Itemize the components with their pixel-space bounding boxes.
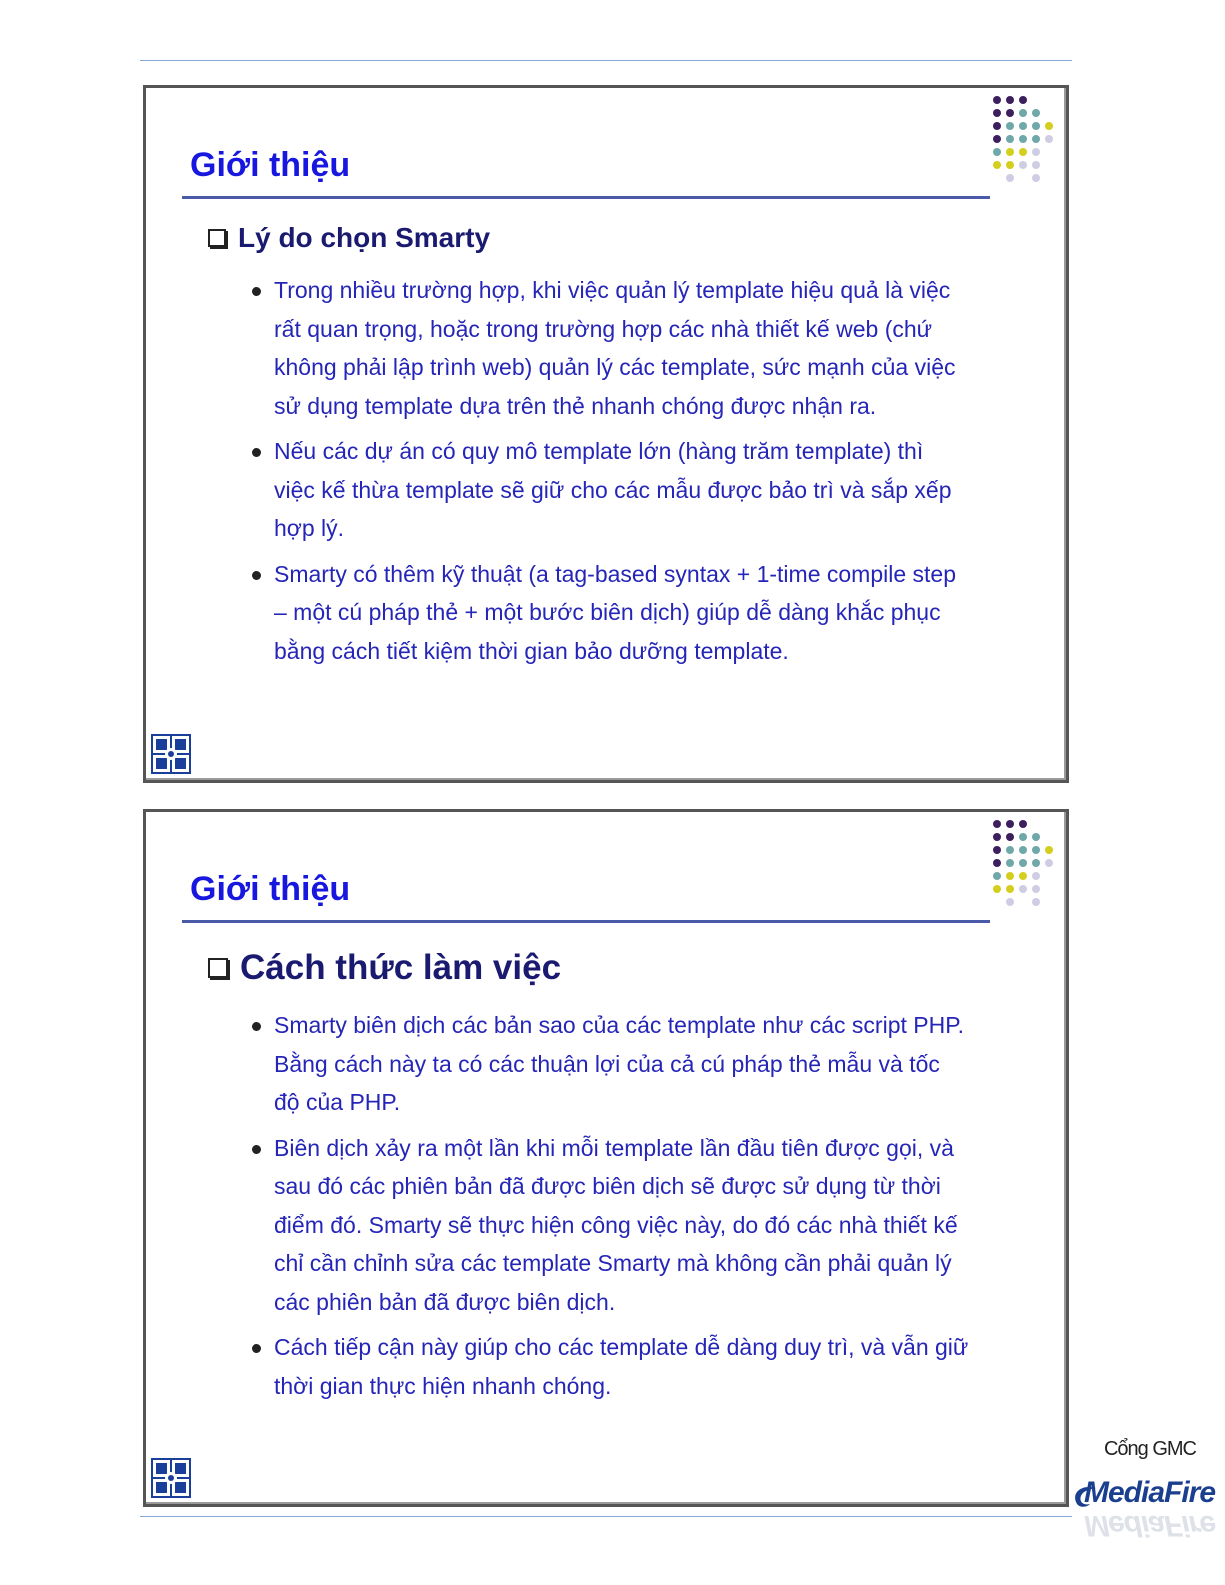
decorative-dot <box>1019 820 1027 828</box>
decorative-dot <box>1006 859 1014 867</box>
decorative-dot <box>1032 135 1040 143</box>
watermark-brand-reflection: MediaFire <box>1084 1509 1216 1542</box>
decorative-dot <box>1045 859 1053 867</box>
decorative-dot <box>1032 872 1040 880</box>
slide-title: Giới thiệu <box>190 870 351 908</box>
decorative-dot <box>1019 846 1027 854</box>
mediafire-watermark <box>1068 1438 1216 1548</box>
checkbox-bullet-icon <box>208 958 228 978</box>
decorative-dot <box>1032 898 1040 906</box>
watermark-brand-text: MediaFire <box>1084 1476 1216 1509</box>
decorative-dot <box>1032 109 1040 117</box>
section-heading <box>208 948 561 988</box>
bullet-item: Biên dịch xảy ra một lần khi mỗi template lần đầu tiên được gọi, và sau đó các phiên bản đã được biên dịch sẽ được sử dụng từ thời điểm đó. Smarty sẽ thực hiện công việc này, do đó các nhà thiết kế chỉ cần chỉnh sửa các template Smarty mà không cần phải quản lý các phiên bản đã được biên dịch. <box>250 1129 970 1322</box>
bullet-item: Smarty biên dịch các bản sao của các template như các script PHP. Bằng cách này ta có các thuận lợi của cả cú pháp thẻ mẫu và tốc độ của PHP. <box>250 1006 970 1122</box>
decorative-dot <box>1006 885 1014 893</box>
decorative-dot <box>1019 161 1027 169</box>
slide-1 <box>143 85 1069 783</box>
page-bottom-rule <box>140 1516 1072 1517</box>
decorative-dot <box>993 859 1001 867</box>
decorative-dot <box>993 135 1001 143</box>
decorative-dot <box>1019 859 1027 867</box>
decorative-dot <box>1006 898 1014 906</box>
decorative-dot <box>993 820 1001 828</box>
decorative-dot <box>1032 859 1040 867</box>
title-underline <box>182 196 990 199</box>
decorative-dot <box>993 885 1001 893</box>
decorative-dot <box>993 846 1001 854</box>
decorative-dot <box>1019 148 1027 156</box>
decorative-dot <box>993 161 1001 169</box>
bullet-item: Smarty có thêm kỹ thuật (a tag-based syntax + 1-time compile step – một cú pháp thẻ + một bước biên dịch) giúp dễ dàng khắc phục bằng cách tiết kiệm thời gian bảo dưỡng template. <box>250 555 970 671</box>
decorative-dot <box>993 96 1001 104</box>
decorative-dot <box>993 148 1001 156</box>
decorative-dot <box>1006 872 1014 880</box>
section-heading-text: Lý do chọn Smarty <box>238 222 491 253</box>
decorative-dot <box>1006 820 1014 828</box>
decorative-dot <box>1032 161 1040 169</box>
decorative-dot <box>993 109 1001 117</box>
decorative-dot <box>1045 122 1053 130</box>
title-underline <box>182 920 990 923</box>
decorative-dot <box>1006 96 1014 104</box>
bullet-item: Trong nhiều trường hợp, khi việc quản lý template hiệu quả là việc rất quan trọng, hoặc trong trường hợp các nhà thiết kế web (chứ không phải lập trình web) quản lý các template, sức mạnh của việc sử dụng template dựa trên thẻ nhanh chóng được nhận ra. <box>250 271 970 425</box>
bullet-list <box>250 271 970 677</box>
decorative-dot <box>1019 96 1027 104</box>
decorative-dot-grid-icon <box>993 96 1059 196</box>
decorative-dot <box>1006 833 1014 841</box>
slide-2 <box>143 809 1069 1507</box>
decorative-dot <box>1006 135 1014 143</box>
decorative-dot <box>1006 174 1014 182</box>
decorative-dot <box>993 833 1001 841</box>
decorative-dot <box>1006 148 1014 156</box>
decorative-dot <box>1032 148 1040 156</box>
decorative-dot <box>993 872 1001 880</box>
decorative-dot-grid-icon <box>993 820 1059 920</box>
bullet-list <box>250 1006 970 1412</box>
decorative-dot <box>993 122 1001 130</box>
decorative-dot <box>1032 122 1040 130</box>
decorative-dot <box>1006 109 1014 117</box>
decorative-dot <box>1019 109 1027 117</box>
watermark-top-text: Cổng GMC <box>1103 1438 1196 1460</box>
section-heading-text: Cách thức làm việc <box>240 948 562 987</box>
bullet-item: Cách tiếp cận này giúp cho các template dễ dàng duy trì, và vẫn giữ thời gian thực hiện nhanh chóng. <box>250 1328 970 1405</box>
university-logo-icon <box>151 734 191 774</box>
decorative-dot <box>1019 872 1027 880</box>
checkbox-bullet-icon <box>208 229 226 247</box>
slide-title: Giới thiệu <box>190 146 351 184</box>
decorative-dot <box>1032 885 1040 893</box>
decorative-dot <box>1006 161 1014 169</box>
decorative-dot <box>1032 833 1040 841</box>
decorative-dot <box>1019 885 1027 893</box>
decorative-dot <box>1045 846 1053 854</box>
decorative-dot <box>1019 122 1027 130</box>
decorative-dot <box>1019 833 1027 841</box>
decorative-dot <box>1006 846 1014 854</box>
decorative-dot <box>1045 135 1053 143</box>
decorative-dot <box>1006 122 1014 130</box>
section-heading <box>208 222 490 254</box>
decorative-dot <box>1019 135 1027 143</box>
decorative-dot <box>1032 846 1040 854</box>
page-top-rule <box>140 60 1072 61</box>
bullet-item: Nếu các dự án có quy mô template lớn (hàng trăm template) thì việc kế thừa template sẽ giữ cho các mẫu được bảo trì và sắp xếp hợp lý. <box>250 432 970 548</box>
decorative-dot <box>1032 174 1040 182</box>
university-logo-icon <box>151 1458 191 1498</box>
